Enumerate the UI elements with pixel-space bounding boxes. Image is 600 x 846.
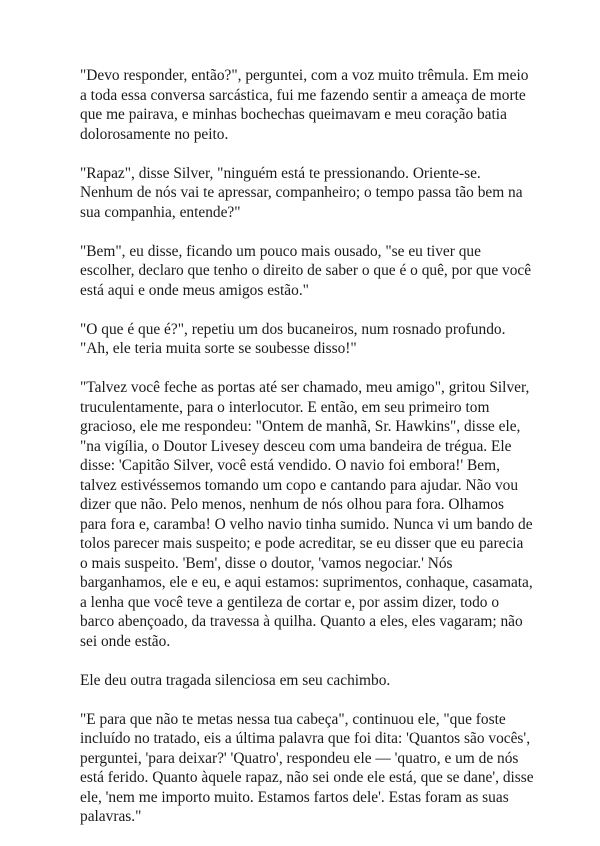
paragraph-6: Ele deu outra tragada silenciosa em seu cachimbo. [80,671,391,689]
paragraph-3: "Bem", eu disse, ficando um pouco mais ousado, "se eu tiver que escolher, declaro que tenho o direito de saber o que é o quê, por que você está aqui e onde meus amigos estão." [80,242,532,299]
paragraph-5: "Talvez você feche as portas até ser chamado, meu amigo", gritou Silver, truculentamente, para o interlocutor. E então, em seu primeiro tom gracioso, ele me respondeu: "Ontem de manhã, Sr. Hawkins", disse ele, "na vigília, o Doutor Livesey desceu com uma bandeira de trégua. Ele disse: 'Capitão Silver, você está vendido. O navio foi embora!' Bem, talvez estivéssemos tomando um copo e cantando para ajudar. Não vou dizer que não. Pelo menos, nenhum de nós olhou para fora. Olhamos para fora e, caramba! O velho navio tinha sumido. Nunca vi um bando de tolos parecer mais suspeito; e pode acreditar, se eu disser que eu parecia o mais suspeito. 'Bem', disse o doutor, 'vamos negociar.' Nós barganhamos, ele e eu, e aqui estamos: suprimentos, conhaque, casamata, a lenha que você teve a gentileza de cortar e, por assim dizer, todo o barco abençoado, da travessa à quilha. Quanto a eles, eles vagaram; não sei onde estão. [80,379,533,650]
paragraph-2: "Rapaz", disse Silver, "ninguém está te pressionando. Oriente-se. Nenhum de nós vai te apressar, companheiro; o tempo passa tão bem na sua companhia, entende?" [80,164,523,221]
paragraph-7: "E para que não te metas nessa tua cabeça", continuou ele, "que foste incluído no tratado, eis a última palavra que foi dita: 'Quantos são vocês', perguntei, 'para deixar?' 'Quatro', respondeu ele — 'quatro, e um de nós está ferido. Quanto àquele rapaz, não sei onde ele está, que se dane', disse ele, 'nem me importo muito. Estamos fartos dele'. Estas foram as suas palavras." [80,710,534,825]
document-page [80,66,534,846]
paragraph-1: "Devo responder, então?", perguntei, com a voz muito trêmula. Em meio a toda essa conversa sarcástica, fui me fazendo sentir a ameaça de morte que me pairava, e minhas bochechas queimavam e meu coração batia dolorosamente no peito. [80,67,529,143]
paragraph-4: "O que é que é?", repetiu um dos bucaneiros, num rosnado profundo. "Ah, ele teria muita sorte se soubesse disso!" [80,320,506,357]
